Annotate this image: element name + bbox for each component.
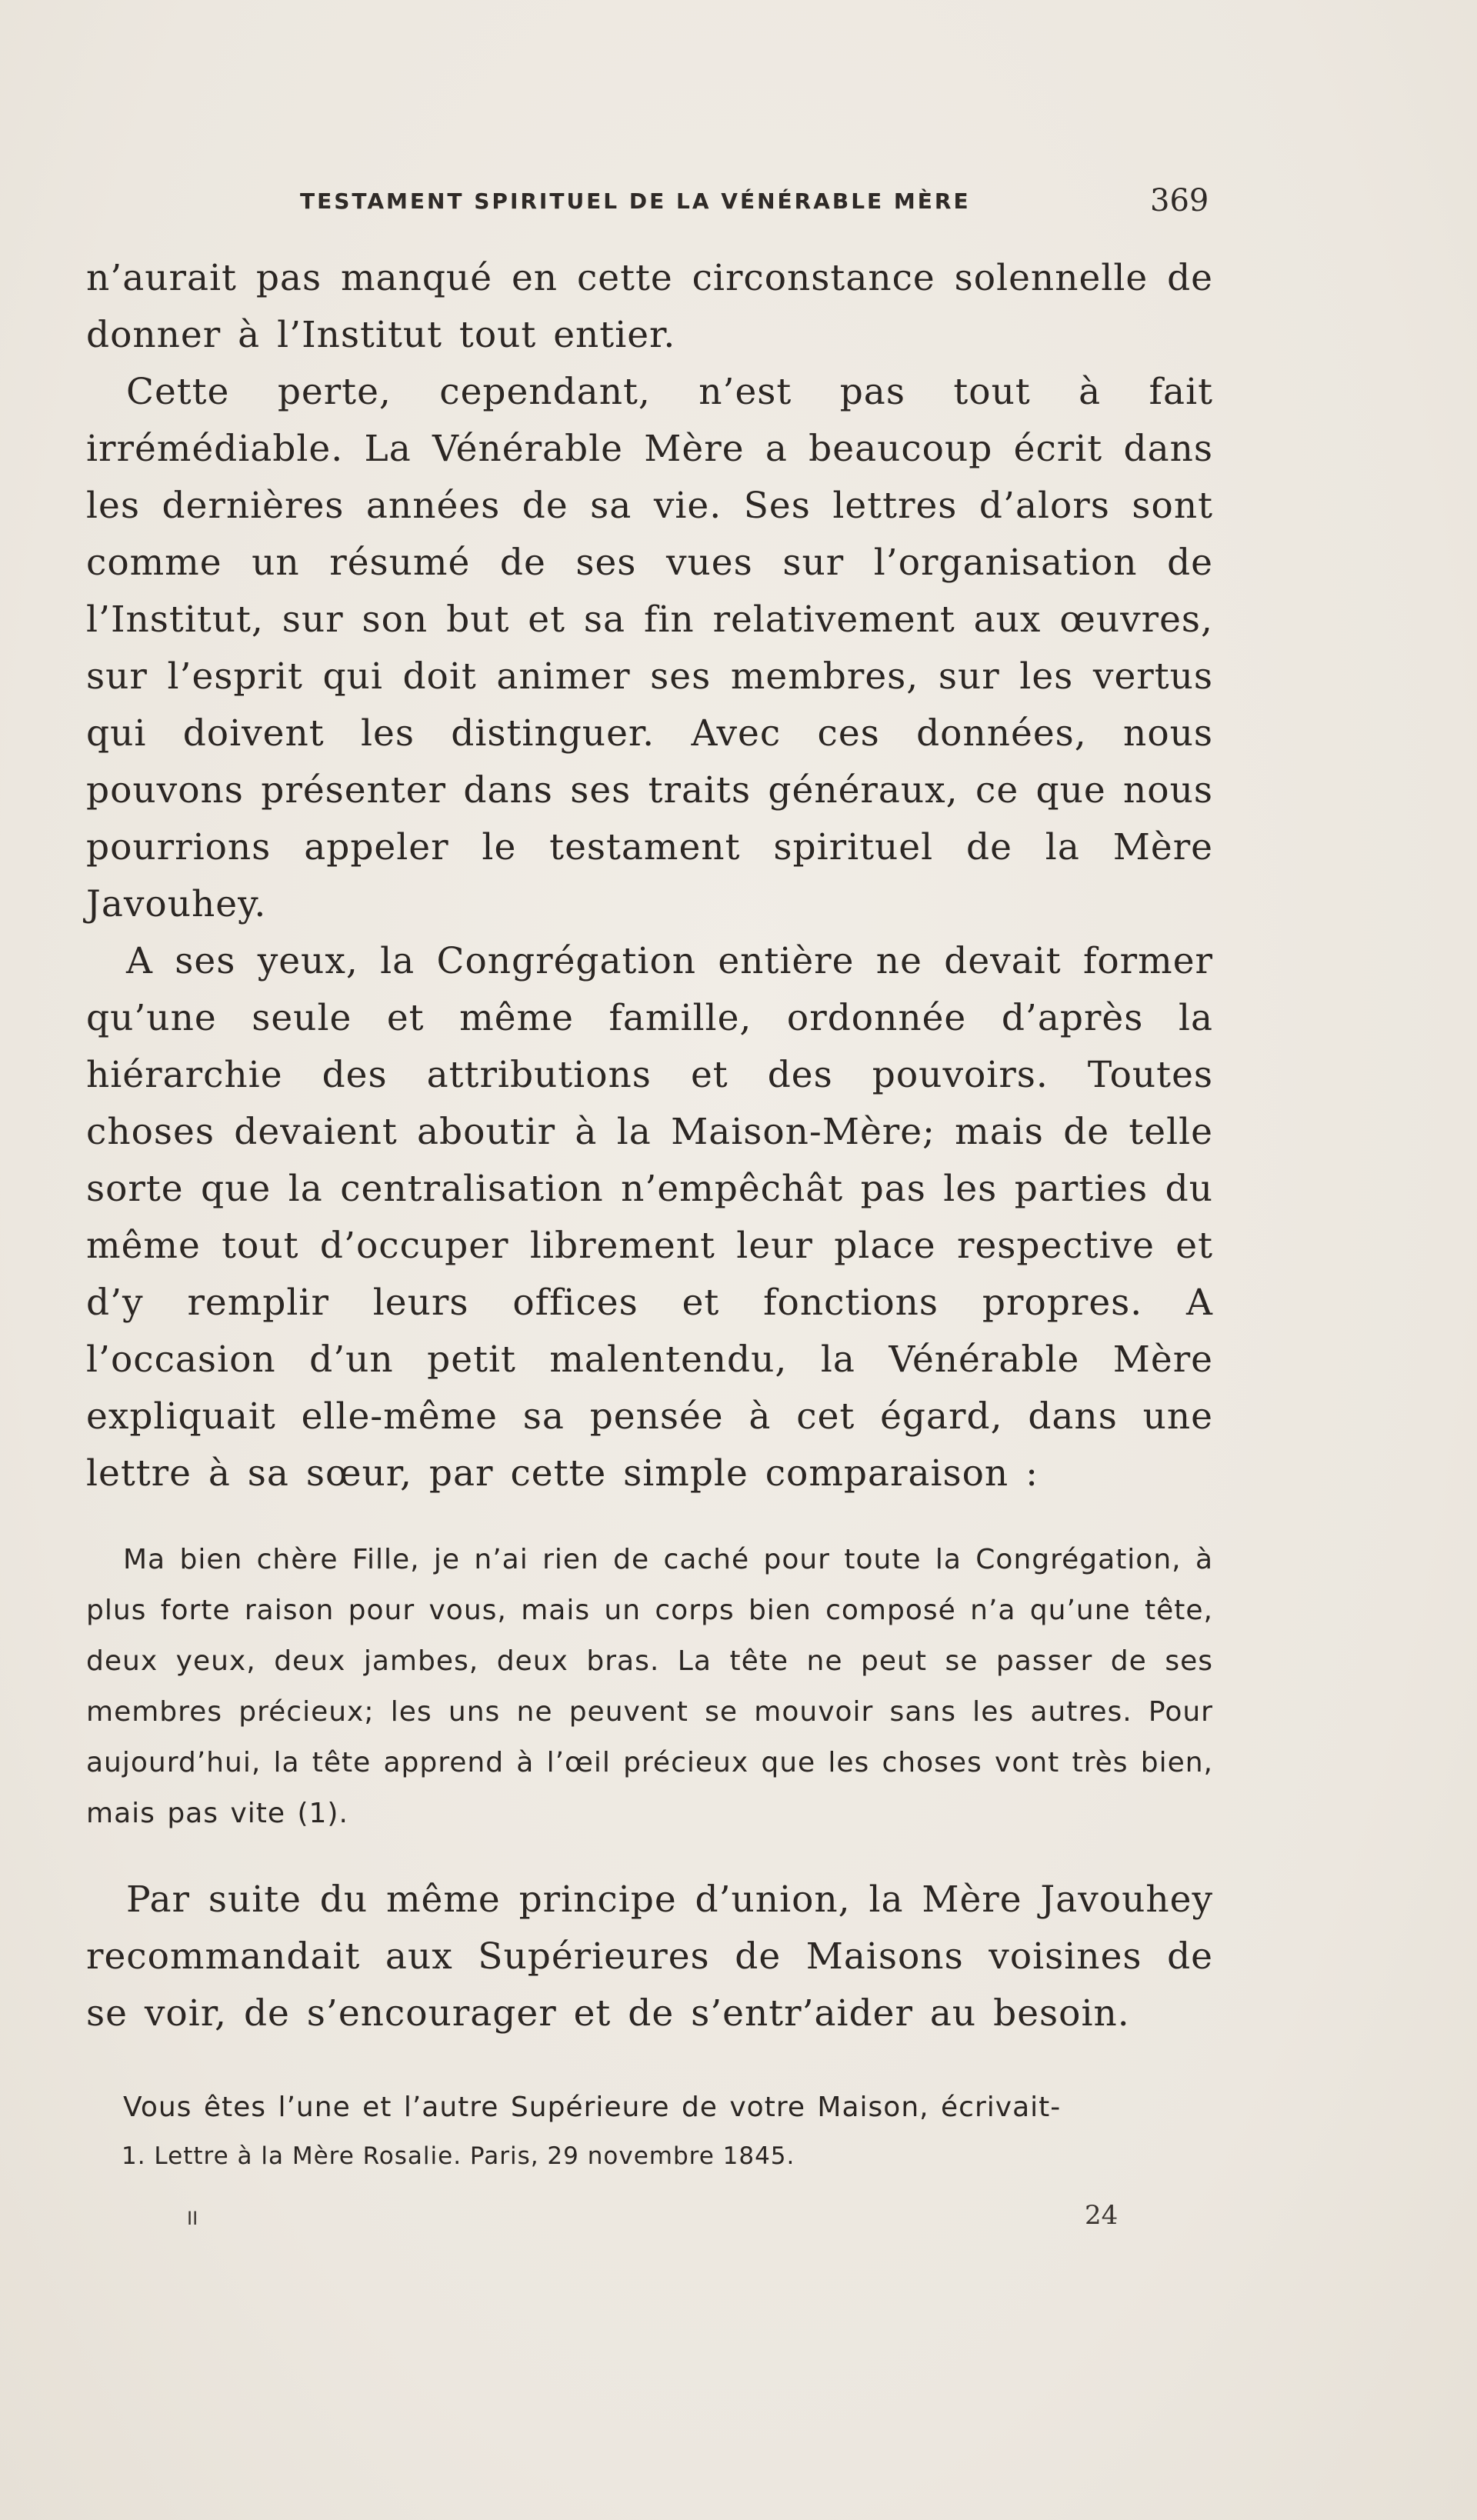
- page-number: 369: [1150, 183, 1209, 218]
- paragraph-union: Par suite du même principe d’union, la Mère Javouhey recommandait aux Supérieures de Maisons voisines de se voir, de s’encourager et de s’entr’aider au besoin.: [86, 1878, 1213, 2035]
- body-text: [86, 250, 1213, 2133]
- signature-mark: II: [187, 2208, 198, 2229]
- paragraph-continuation: n’aurait pas manqué en cette circonstance solennelle de donner à l’Institut tout entier.: [86, 257, 1213, 356]
- letter-quote: Ma bien chère Fille, je n’ai rien de caché pour toute la Congrégation, à plus forte raison pour vous, mais un corps bien composé n’a qu’une tête, deux yeux, deux jambes, deux bras. La tête ne peut se passer de ses membres précieux; les uns ne peuvent se mouvoir sans les autres. Pour aujourd’hui, la tête apprend à l’œil précieux que les choses vont très bien, mais pas vite (1).: [86, 1544, 1213, 1829]
- paragraph-congregation: A ses yeux, la Congrégation entière ne devait former qu’une seule et même famille, ordonnée d’après la hiérarchie des attributions et des pouvoirs. Toutes choses devaient aboutir à la Maison-Mère; mais de telle sorte que la centralisation n’empêchât pas les parties du même tout d’occuper librement leur place respective et d’y remplir leurs offices et fonctions propres. A l’occasion d’un petit malentendu, la Vénérable Mère expliquait elle-même sa pensée à cet égard, dans une lettre à sa sœur, par cette simple comparaison :: [86, 940, 1213, 1495]
- paragraph-perte: Cette perte, cependant, n’est pas tout à fait irrémédiable. La Vénérable Mère a beaucoup écrit dans les dernières années de sa vie. Ses lettres d’alors sont comme un résumé de ses vues sur l’organisation de l’Institut, sur son but et sa fin relativement aux œuvres, sur l’esprit qui doit animer ses membres, sur les vertus qui doivent les distinguer. Avec ces données, nous pouvons présenter dans ses traits généraux, ce que nous pourrions appeler le testament spirituel de la Mère Javouhey.: [86, 371, 1213, 925]
- gathering-number: 24: [1085, 2200, 1119, 2231]
- running-title: TESTAMENT SPIRITUEL DE LA VÉNÉRABLE MÈRE: [300, 188, 971, 214]
- footnote: 1. Lettre à la Mère Rosalie. Paris, 29 novembre 1845.: [122, 2142, 795, 2170]
- letter-quote-start: Vous êtes l’une et l’autre Supérieure de votre Maison, écrivait-: [123, 2092, 1062, 2123]
